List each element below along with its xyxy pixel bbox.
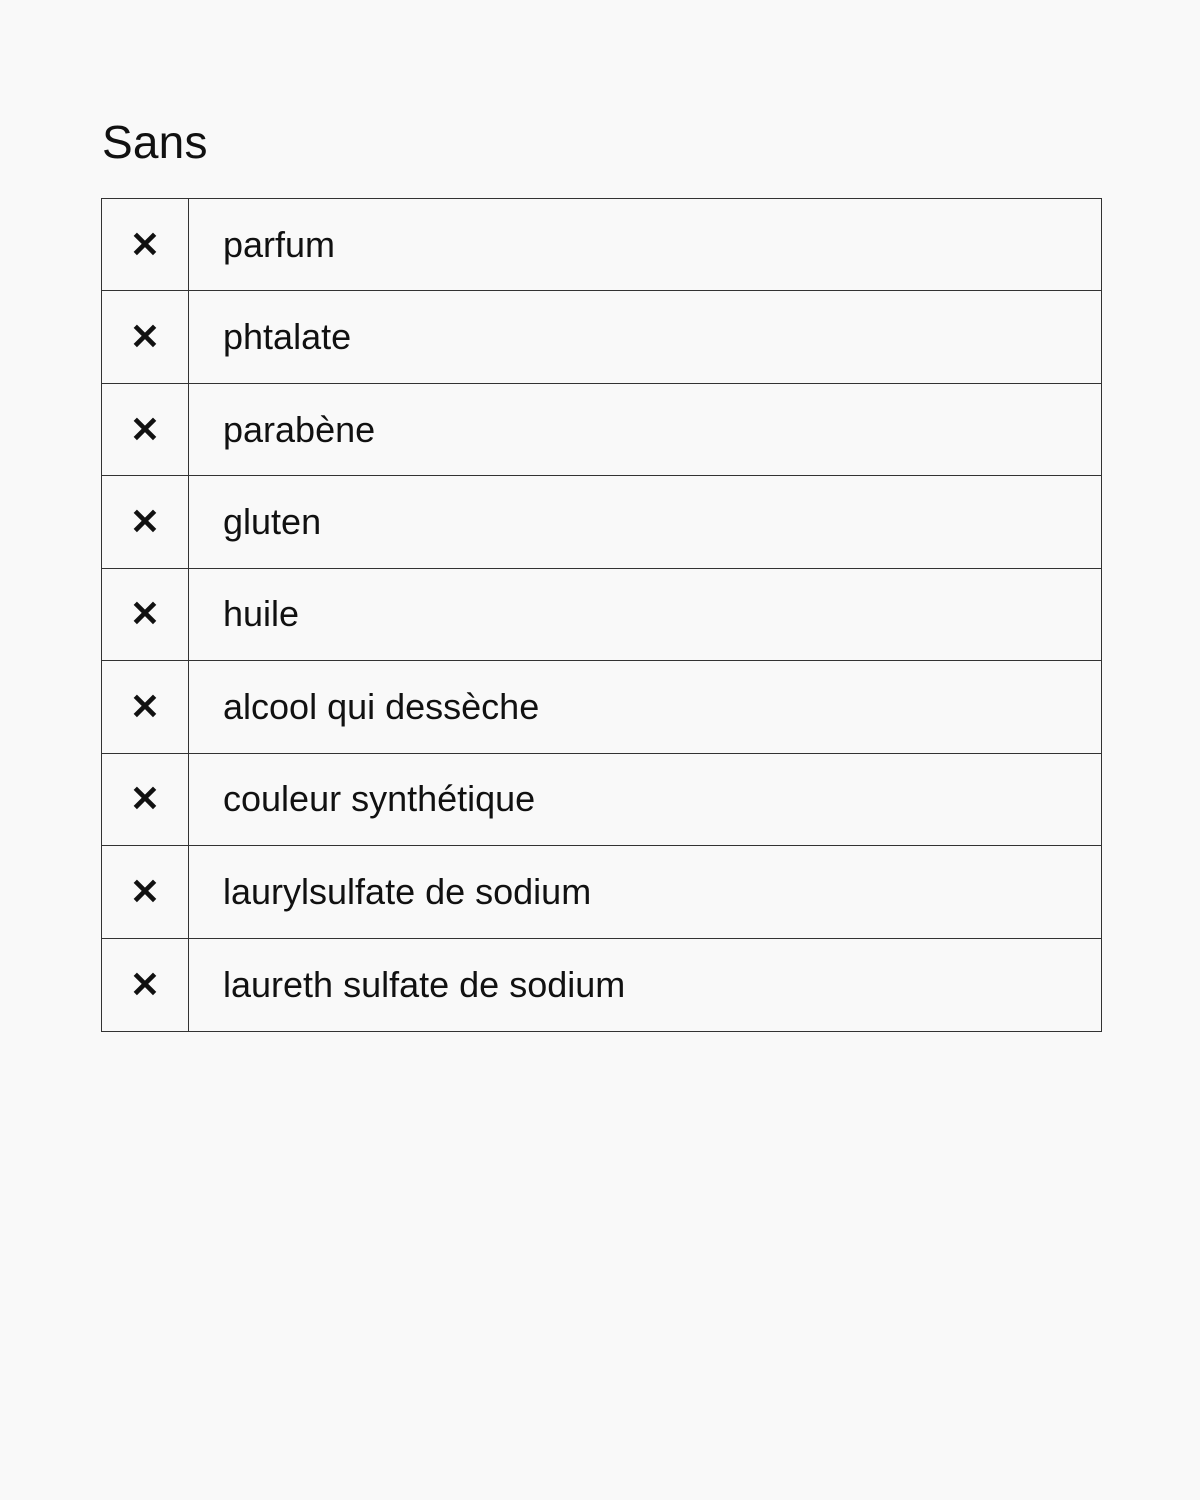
- x-mark-icon: ✕: [102, 291, 189, 382]
- table-row: [102, 661, 1101, 753]
- table-row: [102, 846, 1101, 938]
- ingredient-label: couleur synthétique: [223, 778, 536, 820]
- ingredient-label: phtalate: [223, 316, 352, 358]
- x-mark-icon: ✕: [102, 754, 189, 845]
- table-row: [102, 476, 1101, 568]
- ingredient-label: laureth sulfate de sodium: [223, 963, 626, 1005]
- ingredient-label: parabène: [223, 408, 376, 450]
- ingredient-label: laurylsulfate de sodium: [223, 870, 592, 912]
- ingredient-label: parfum: [223, 223, 336, 265]
- x-mark-icon: ✕: [102, 846, 189, 937]
- table-row: [102, 754, 1101, 846]
- excluded-ingredients-table: [101, 198, 1102, 1032]
- ingredient-label: alcool qui dessèche: [223, 685, 540, 727]
- table-row: [102, 939, 1101, 1031]
- table-row: [102, 199, 1101, 291]
- page-title: Sans: [102, 116, 208, 168]
- x-mark-icon: ✕: [102, 476, 189, 567]
- x-mark-icon: ✕: [102, 384, 189, 475]
- table-row: [102, 384, 1101, 476]
- x-mark-icon: ✕: [102, 661, 189, 752]
- x-mark-icon: ✕: [102, 939, 189, 1031]
- x-mark-icon: ✕: [102, 199, 189, 290]
- x-mark-icon: ✕: [102, 569, 189, 660]
- ingredient-label: huile: [223, 593, 300, 635]
- ingredient-label: gluten: [223, 501, 322, 543]
- table-row: [102, 569, 1101, 661]
- table-row: [102, 291, 1101, 383]
